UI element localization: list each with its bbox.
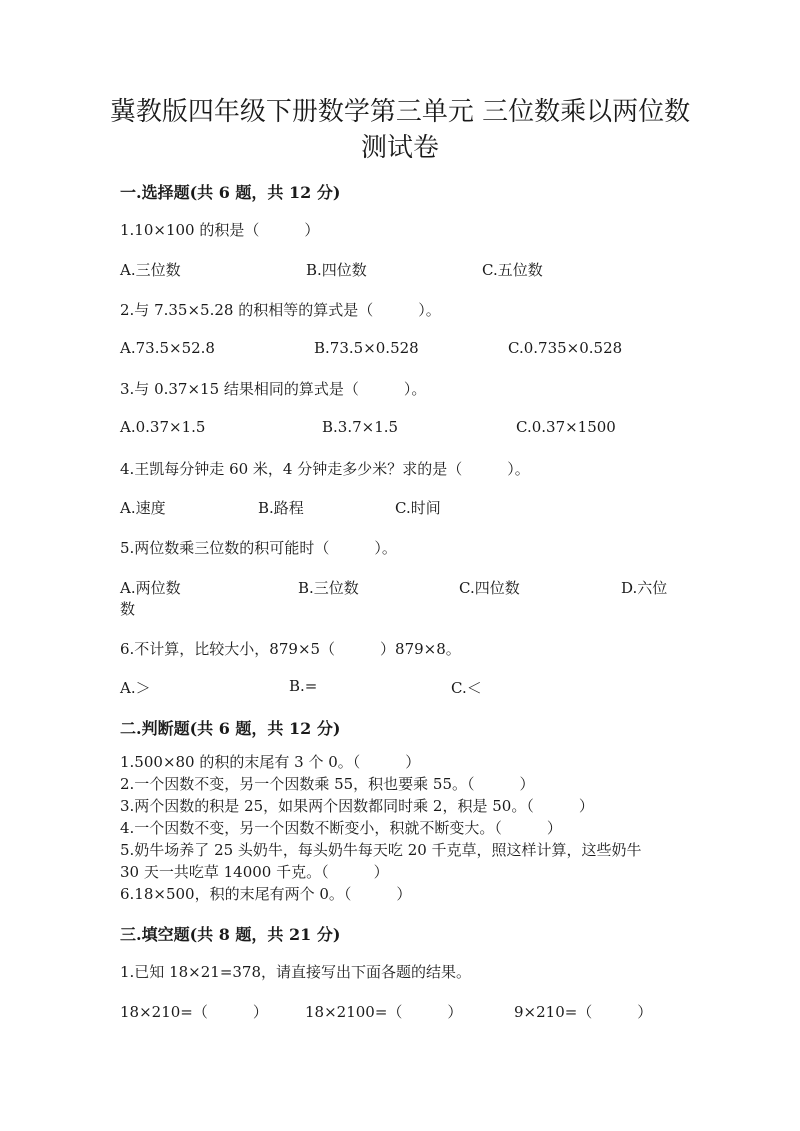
q2-option-a: A.73.5×52.8 — [120, 339, 215, 357]
fill-blank-3: 9×210=（ ） — [514, 1003, 653, 1021]
page-title-line2: 测试卷 — [360, 133, 439, 163]
q1-option-b: B.四位数 — [306, 261, 367, 279]
question-5: 5.两位数乘三位数的积可能时（ ）。 — [120, 539, 397, 557]
q3-option-a: A.0.37×1.5 — [120, 418, 206, 436]
q5-option-c: C.四位数 — [459, 579, 520, 597]
judge-item-6: 6.18×500，积的末尾有两个 0。（ ） — [120, 885, 412, 903]
q4-option-c: C.时间 — [395, 499, 441, 517]
section2-heading: 二.判断题(共 6 题，共 12 分) — [120, 719, 341, 738]
q1-option-c: C.五位数 — [482, 261, 543, 279]
section3-heading: 三.填空题(共 8 题，共 21 分) — [120, 925, 341, 944]
q2-option-b: B.73.5×0.528 — [314, 339, 419, 357]
q6-option-c: C.＜ — [451, 679, 482, 697]
q6-option-b: B.= — [289, 677, 318, 695]
q5-option-a: A.两位数 — [120, 579, 181, 597]
judge-item-5: 5.奶牛场养了 25 头奶牛，每头奶牛每天吃 20 千克草，照这样计算，这些奶牛 — [120, 841, 642, 859]
q3-option-b: B.3.7×1.5 — [322, 418, 399, 436]
q4-option-b: B.路程 — [258, 499, 304, 517]
judge-item-1: 1.500×80 的积的末尾有 3 个 0。（ ） — [120, 753, 421, 771]
q1-option-a: A.三位数 — [120, 261, 181, 279]
question-4: 4.王凯每分钟走 60 米，4 分钟走多少米？求的是（ ）。 — [120, 460, 530, 478]
judge-item-4: 4.一个因数不变，另一个因数不断变小，积就不断变大。（ ） — [120, 819, 562, 837]
question-1: 1.10×100 的积是（ ） — [120, 221, 320, 239]
page-title-line1: 冀教版四年级下册数学第三单元 三位数乘以两位数 — [109, 97, 691, 127]
fill-question-1: 1.已知 18×21=378，请直接写出下面各题的结果。 — [120, 963, 472, 981]
judge-item-5-cont: 30 天一共吃草 14000 千克。（ ） — [120, 863, 389, 881]
fill-blank-2: 18×2100=（ ） — [305, 1003, 463, 1021]
judge-item-3: 3.两个因数的积是 25，如果两个因数都同时乘 2，积是 50。（ ） — [120, 797, 594, 815]
judge-item-2: 2.一个因数不变，另一个因数乘 55，积也要乘 55。（ ） — [120, 775, 535, 793]
q3-option-c: C.0.37×1500 — [516, 418, 616, 436]
q5-option-b: B.三位数 — [298, 579, 359, 597]
fill-blank-1: 18×210=（ ） — [120, 1003, 268, 1021]
question-6: 6.不计算，比较大小，879×5（ ）879×8。 — [120, 640, 461, 658]
question-3: 3.与 0.37×15 结果相同的算式是（ ）。 — [120, 380, 427, 398]
q6-option-a: A.＞ — [120, 679, 151, 697]
q4-option-a: A.速度 — [120, 499, 166, 517]
question-2: 2.与 7.35×5.28 的积相等的算式是（ ）。 — [120, 301, 441, 319]
q5-option-d-wrap: 数 — [120, 600, 136, 618]
q5-option-d: D.六位 — [621, 579, 668, 597]
section1-heading: 一.选择题(共 6 题，共 12 分) — [120, 183, 341, 202]
q2-option-c: C.0.735×0.528 — [508, 339, 623, 357]
